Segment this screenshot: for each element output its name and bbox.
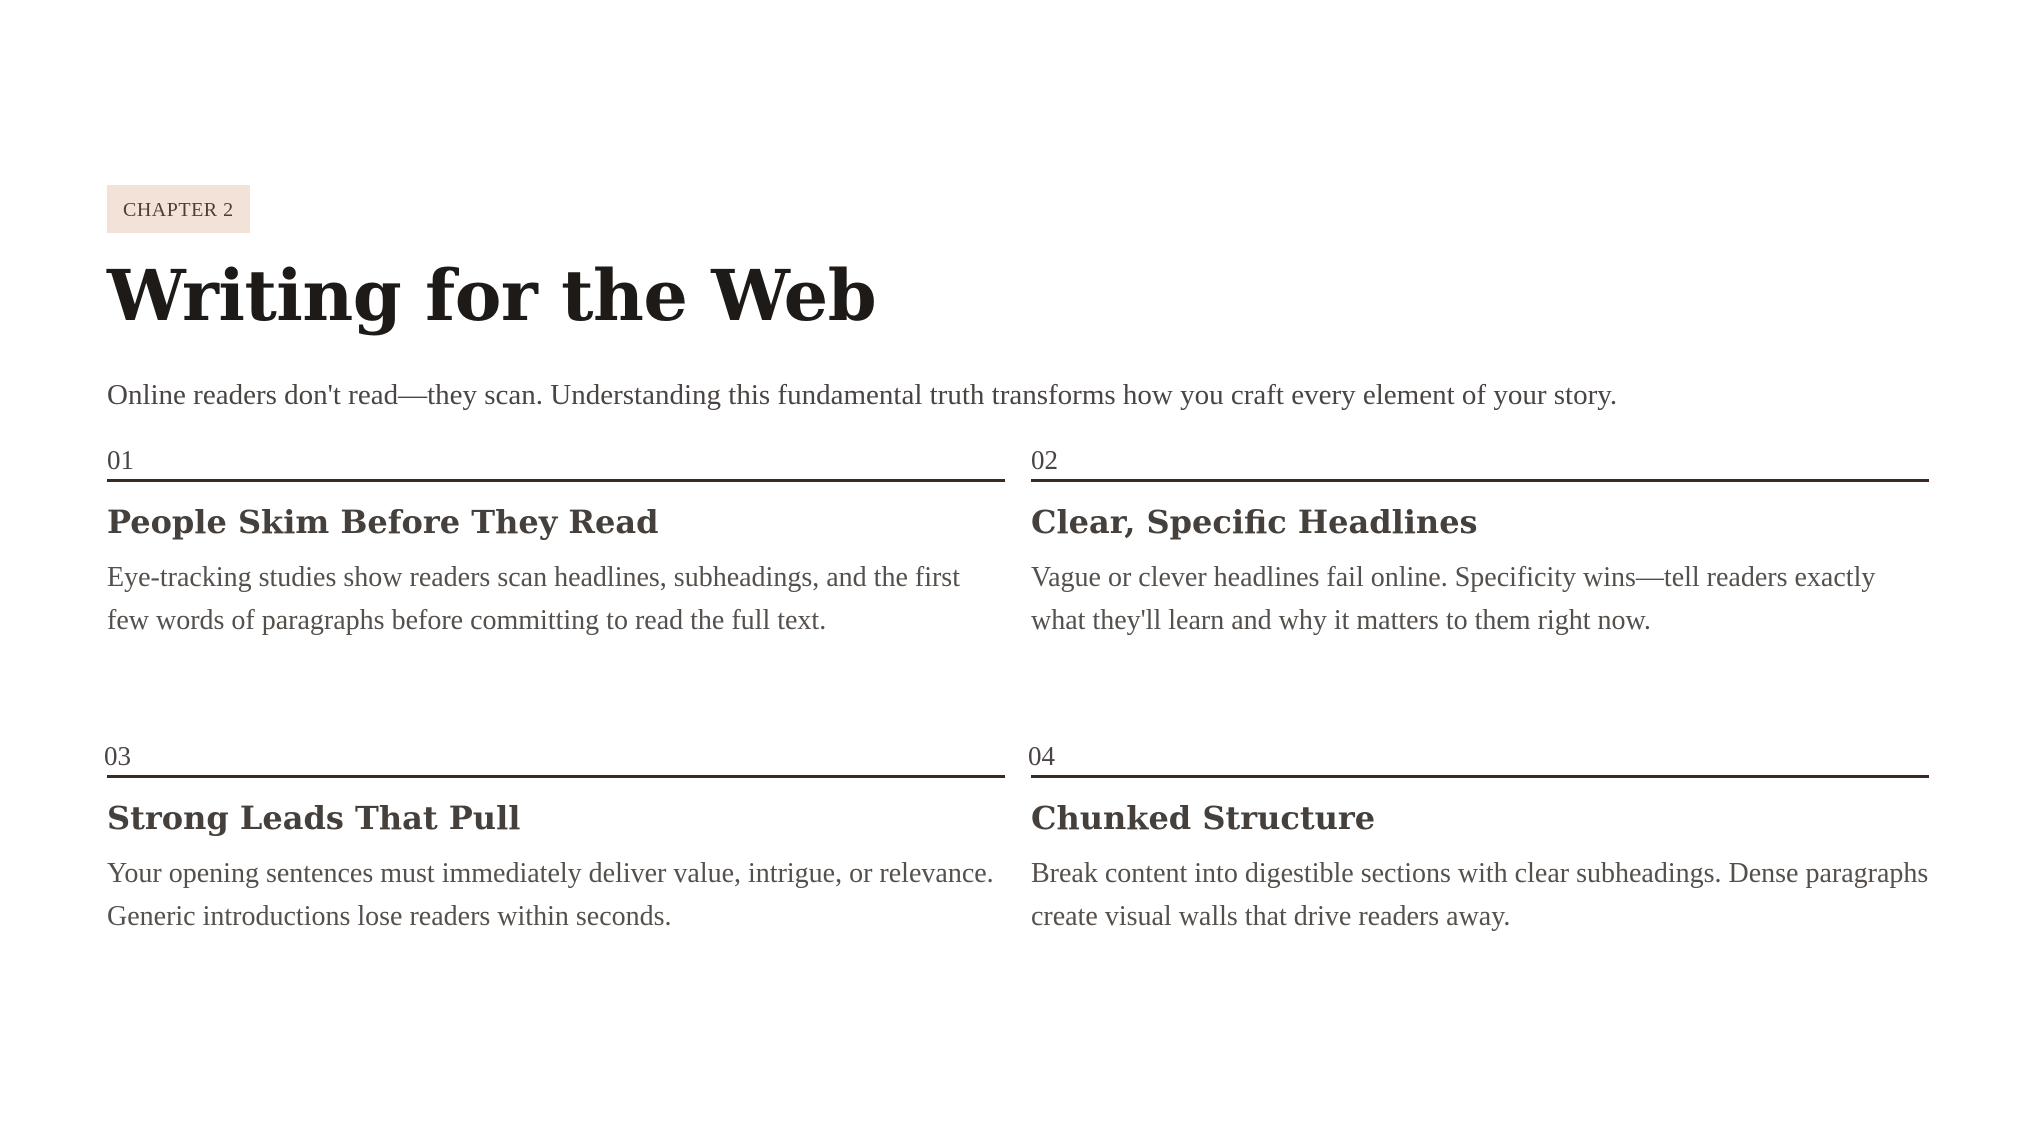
point-body: Your opening sentences must immediately deliver value, intrigue, or relevance. Generic introductions lose readers within seconds. xyxy=(107,858,994,932)
point-heading: Chunked Structure xyxy=(1031,799,1376,837)
point-body: Eye-tracking studies show readers scan headlines, subheadings, and the first few words of paragraphs before committing to read the full text. xyxy=(107,562,960,636)
point-card-2 xyxy=(1031,445,1929,642)
page-title: Writing for the Web xyxy=(107,254,877,337)
point-body: Vague or clever headlines fail online. Specificity wins—tell readers exactly what they'll learn and why it matters to them right now. xyxy=(1031,562,1876,636)
point-number: 04 xyxy=(1028,741,1055,771)
point-heading: People Skim Before They Read xyxy=(107,503,659,541)
point-number: 02 xyxy=(1031,445,1058,475)
divider xyxy=(1031,479,1929,482)
point-heading: Clear, Specific Headlines xyxy=(1031,503,1478,541)
point-body: Break content into digestible sections with clear subheadings. Dense paragraphs create visual walls that drive readers away. xyxy=(1031,858,1929,932)
chapter-badge: CHAPTER 2 xyxy=(107,185,250,233)
divider xyxy=(107,775,1005,778)
point-card-4 xyxy=(1028,741,1929,938)
point-number: 03 xyxy=(104,741,131,771)
point-number: 01 xyxy=(107,445,134,475)
point-heading: Strong Leads That Pull xyxy=(107,799,521,837)
chapter-page xyxy=(104,185,1929,932)
point-card-3 xyxy=(104,741,1005,938)
page-subtitle: Online readers don't read—they scan. Understanding this fundamental truth transforms how you craft every element of your story. xyxy=(107,379,1618,411)
divider xyxy=(1031,775,1929,778)
divider xyxy=(107,479,1005,482)
point-card-1 xyxy=(107,445,1005,642)
